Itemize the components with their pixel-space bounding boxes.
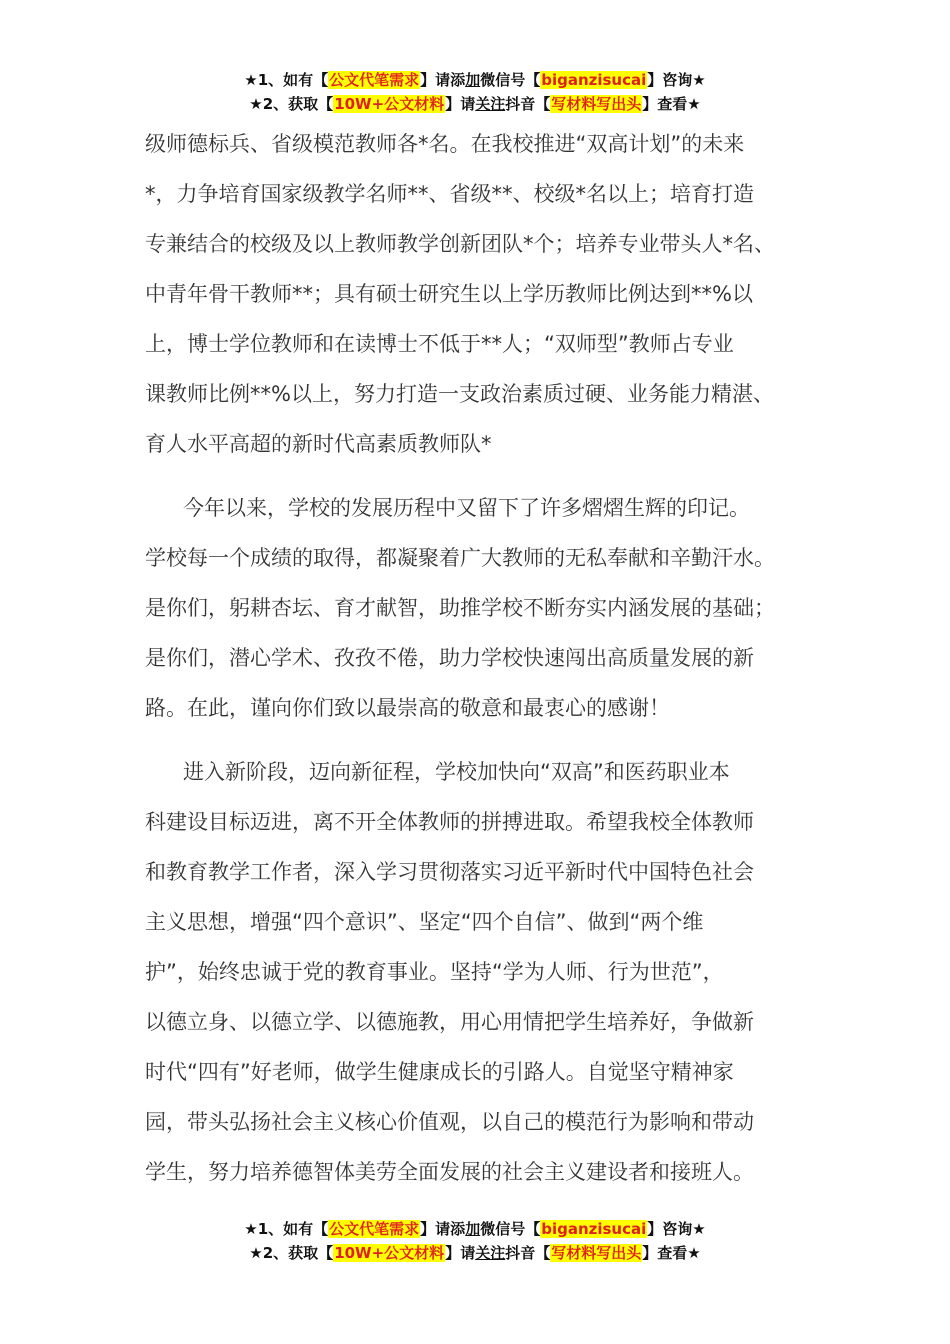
text-line: 学校每一个成绩的取得，都凝聚着广大教师的无私奉献和辛勤汗水。 [145,546,775,570]
text-line: 科建设目标迈进，离不开全体教师的拼搏进取。希望我校全体教师 [145,810,754,834]
promo-underline-text: 关注 [475,1244,506,1262]
promo-text: 微信号【 [480,1220,541,1238]
text-line: 上，博士学位教师和在读博士不低于**人；“双师型”教师占专业 [145,332,734,356]
text-line: 课教师比例**%以上，努力打造一支政治素质过硬、业务能力精湛、 [145,382,774,406]
text-line: 进入新阶段，迈向新征程，学校加快向“双高”和医药职业本 [183,760,730,784]
promo-line-1 [0,68,950,92]
paragraph-1 [145,119,825,469]
promo-text: ★1、如有【 [244,71,329,89]
top-promo-banner [0,68,950,116]
text-line: 园，带头弘扬社会主义核心价值观，以自己的模范行为影响和带动 [145,1110,754,1134]
promo-line-1 [0,1217,950,1241]
paragraph-2 [145,483,825,733]
text-line: 是你们，潜心学术、孜孜不倦，助力学校快速闯出高质量发展的新 [145,646,754,670]
text-line: 以德立身、以德立学、以德施教，用心用情把学生培养好，争做新 [145,1010,754,1034]
text-line: *，力争培育国家级教学名师**、省级**、校级*名以上；培育打造 [145,182,754,206]
promo-underline-text: 关注 [475,95,506,113]
promo-underline-text: 加 [465,71,481,89]
text-line: 中青年骨干教师**；具有硕士研究生以上学历教师比例达到**%以 [145,282,753,306]
promo-line-2 [0,92,950,116]
text-line: 专兼结合的校级及以上教师教学创新团队*个；培养专业带头人*名、 [145,232,775,256]
promo-highlight: biganzisucai [541,1220,647,1238]
promo-text: 抖音【 [505,95,551,113]
promo-highlight: 公文代笔需求 [329,71,420,89]
promo-highlight: 公文代笔需求 [329,1220,420,1238]
promo-text: 】查看★ [642,95,701,113]
text-line: 和教育教学工作者，深入学习贯彻落实习近平新时代中国特色社会 [145,860,754,884]
paragraph-gap [145,733,825,747]
promo-highlight: 10W+公文材料 [334,1244,445,1262]
text-line: 育人水平高超的新时代高素质教师队* [145,432,492,456]
promo-underline-text: 加 [465,1220,481,1238]
promo-text: 】请 [445,1244,476,1262]
bottom-promo-banner [0,1217,950,1265]
promo-text: 】请添 [420,71,466,89]
document-body [145,119,825,1197]
promo-text: 】请 [445,95,476,113]
text-line: 时代“四有”好老师，做学生健康成长的引路人。自觉坚守精神家 [145,1060,734,1084]
text-line: 是你们，躬耕杏坛、育才献智，助推学校不断夯实内涵发展的基础； [145,596,775,620]
promo-highlight: biganzisucai [541,71,647,89]
promo-text: ★1、如有【 [244,1220,329,1238]
text-line: 护”，始终忠诚于党的教育事业。坚持“学为人师、行为世范”， [145,960,724,984]
promo-highlight: 写材料写出头 [551,1244,642,1262]
paragraph-3 [145,747,825,1197]
promo-text: 】咨询★ [647,1220,706,1238]
promo-text: 】查看★ [642,1244,701,1262]
promo-text: 微信号【 [480,71,541,89]
promo-text: 抖音【 [505,1244,551,1262]
text-line: 主义思想，增强“四个意识”、坚定“四个自信”、做到“两个维 [145,910,704,934]
paragraph-gap [145,469,825,483]
promo-text: ★2、获取【 [249,1244,334,1262]
promo-text: ★2、获取【 [249,95,334,113]
promo-line-2 [0,1241,950,1265]
promo-text: 】请添 [420,1220,466,1238]
promo-highlight: 10W+公文材料 [334,95,445,113]
text-line: 路。在此，谨向你们致以最崇高的敬意和最衷心的感谢！ [145,696,670,720]
text-line: 学生，努力培养德智体美劳全面发展的社会主义建设者和接班人。 [145,1160,754,1184]
text-line: 今年以来，学校的发展历程中又留下了许多熠熠生辉的印记。 [183,496,750,520]
text-line: 级师德标兵、省级模范教师各*名。在我校推进“双高计划”的未来 [145,132,745,156]
promo-text: 】咨询★ [647,71,706,89]
promo-highlight: 写材料写出头 [551,95,642,113]
